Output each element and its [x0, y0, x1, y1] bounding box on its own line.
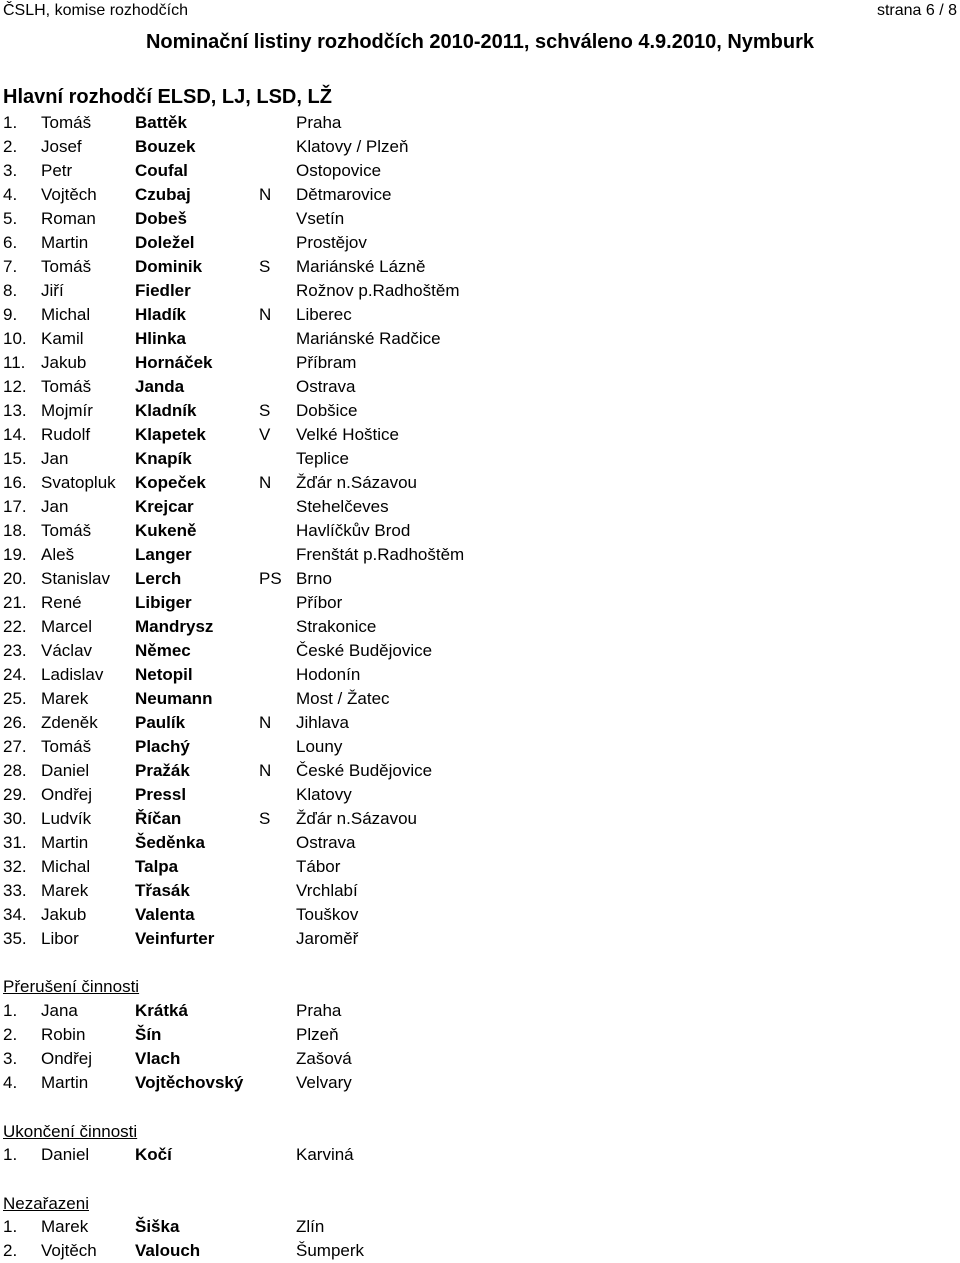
referee-row — [0, 687, 960, 711]
referee-number: 33. — [3, 881, 27, 900]
referee-first-name: Roman — [41, 209, 96, 228]
referee-city: Mariánské Lázně — [296, 257, 426, 276]
referee-number: 24. — [3, 665, 27, 684]
referee-last-name: Lerch — [135, 569, 182, 588]
referee-last-name: Klapetek — [135, 425, 206, 444]
document-title: Nominační listiny rozhodčích 2010-2011, schváleno 4.9.2010, Nymburk — [145, 31, 815, 53]
referee-number: 34. — [3, 905, 27, 924]
referee-city: Karviná — [296, 1145, 354, 1164]
referee-number: 2. — [3, 1025, 18, 1044]
referee-first-name: Tomáš — [41, 113, 92, 132]
referee-first-name: Vojtěch — [41, 185, 97, 204]
referee-row — [0, 375, 960, 399]
referee-last-name: Hladík — [135, 305, 187, 324]
referee-first-name: Marek — [41, 1217, 89, 1236]
referee-number: 3. — [3, 1049, 18, 1068]
referee-number: 3. — [3, 161, 18, 180]
referee-city: Zlín — [296, 1217, 325, 1236]
referee-city: Hodonín — [296, 665, 361, 684]
referee-first-name: Libor — [41, 929, 79, 948]
referee-row — [0, 567, 960, 591]
referee-city: Frenštát p.Radhoštěm — [296, 545, 465, 564]
referee-row — [0, 927, 960, 951]
referee-city: Vrchlabí — [296, 881, 358, 900]
paused-section-heading: Přerušení činnosti — [3, 977, 140, 996]
referee-last-name: Valouch — [135, 1241, 201, 1260]
referee-number: 29. — [3, 785, 27, 804]
referee-last-name: Netopil — [135, 665, 193, 684]
referee-city: Žďár n.Sázavou — [296, 809, 418, 828]
referee-row — [0, 879, 960, 903]
referee-first-name: Petr — [41, 161, 73, 180]
referee-row — [0, 831, 960, 855]
referee-first-name: Marcel — [41, 617, 93, 636]
referee-row — [0, 351, 960, 375]
referee-last-name: Pražák — [135, 761, 190, 780]
referee-number: 8. — [3, 281, 18, 300]
referee-number: 18. — [3, 521, 27, 540]
referee-last-name: Kladník — [135, 401, 197, 420]
referee-last-name: Janda — [135, 377, 185, 396]
referee-first-name: Daniel — [41, 761, 90, 780]
referee-city: Brno — [296, 569, 332, 588]
referee-first-name: Ondřej — [41, 1049, 93, 1068]
referee-number: 19. — [3, 545, 27, 564]
referee-last-name: Šeděnka — [135, 833, 205, 852]
referee-last-name: Třasák — [135, 881, 190, 900]
referee-last-name: Libiger — [135, 593, 192, 612]
referee-city: Louny — [296, 737, 343, 756]
referee-last-name: Langer — [135, 545, 192, 564]
referee-last-name: Talpa — [135, 857, 179, 876]
referee-row — [0, 111, 960, 135]
referee-city: Ostrava — [296, 833, 356, 852]
referee-row — [0, 1023, 960, 1047]
referee-flag: V — [259, 425, 271, 444]
referee-last-name: Coufal — [135, 161, 188, 180]
referee-first-name: Stanislav — [41, 569, 110, 588]
referee-city: Šumperk — [296, 1241, 365, 1260]
referee-last-name: Knapík — [135, 449, 192, 468]
referee-flag: S — [259, 809, 271, 828]
referee-last-name: Šín — [135, 1025, 162, 1044]
referee-row — [0, 615, 960, 639]
referee-number: 1. — [3, 1001, 18, 1020]
referee-first-name: Jiří — [41, 281, 64, 300]
referee-city: Jaroměř — [296, 929, 359, 948]
ended-section-heading: Ukončení činnosti — [3, 1122, 138, 1141]
unassigned-section-heading: Nezařazeni — [3, 1194, 89, 1213]
referee-city: Stehelčeves — [296, 497, 389, 516]
referee-first-name: Jan — [41, 449, 69, 468]
referee-last-name: Šiška — [135, 1217, 180, 1236]
referee-row — [0, 279, 960, 303]
referee-first-name: Michal — [41, 305, 91, 324]
referee-city: Příbram — [296, 353, 357, 372]
referee-first-name: Michal — [41, 857, 91, 876]
referee-last-name: Neumann — [135, 689, 213, 708]
referee-last-name: Říčan — [135, 809, 182, 828]
referee-first-name: Tomáš — [41, 521, 92, 540]
referee-city: Praha — [296, 113, 342, 132]
referee-row — [0, 903, 960, 927]
referee-first-name: Josef — [41, 137, 82, 156]
referee-row — [0, 855, 960, 879]
referee-last-name: Bouzek — [135, 137, 196, 156]
referee-last-name: Němec — [135, 641, 191, 660]
referee-flag: S — [259, 257, 271, 276]
referee-number: 10. — [3, 329, 27, 348]
referee-first-name: Ondřej — [41, 785, 93, 804]
referee-last-name: Battěk — [135, 113, 187, 132]
referee-first-name: Ludvík — [41, 809, 92, 828]
referee-number: 11. — [3, 353, 26, 372]
referee-first-name: René — [41, 593, 82, 612]
referee-first-name: Jan — [41, 497, 69, 516]
referee-number: 6. — [3, 233, 18, 252]
header-page-number: strana 6 / 8 — [876, 2, 957, 19]
referee-last-name: Hlinka — [135, 329, 187, 348]
referee-first-name: Marek — [41, 689, 89, 708]
referee-number: 16. — [3, 473, 27, 492]
referee-number: 22. — [3, 617, 27, 636]
referee-row — [0, 207, 960, 231]
referee-city: České Budějovice — [296, 761, 433, 780]
referee-flag: N — [259, 473, 272, 492]
referee-first-name: Jakub — [41, 905, 87, 924]
referee-row — [0, 159, 960, 183]
referee-last-name: Valenta — [135, 905, 195, 924]
referee-city: Žďár n.Sázavou — [296, 473, 418, 492]
referee-number: 5. — [3, 209, 18, 228]
referee-row — [0, 759, 960, 783]
referee-number: 1. — [3, 113, 18, 132]
referee-first-name: Marek — [41, 881, 89, 900]
referee-row — [0, 735, 960, 759]
referee-city: Liberec — [296, 305, 352, 324]
referee-city: Ostopovice — [296, 161, 382, 180]
referee-row — [0, 447, 960, 471]
referee-number: 31. — [3, 833, 27, 852]
referee-last-name: Kočí — [135, 1145, 172, 1164]
referee-row — [0, 783, 960, 807]
referee-first-name: Daniel — [41, 1145, 90, 1164]
referee-number: 13. — [3, 401, 27, 420]
referee-first-name: Ladislav — [41, 665, 104, 684]
referee-row — [0, 1215, 960, 1239]
referee-first-name: Aleš — [41, 545, 75, 564]
referee-first-name: Tomáš — [41, 737, 92, 756]
referee-number: 1. — [3, 1145, 18, 1164]
referee-city: Teplice — [296, 449, 349, 468]
referee-city: Dobšice — [296, 401, 358, 420]
referee-last-name: Vojtěchovský — [135, 1073, 244, 1092]
referee-first-name: Martin — [41, 833, 89, 852]
main-section-heading: Hlavní rozhodčí ELSD, LJ, LSD, LŽ — [3, 86, 332, 108]
referee-row — [0, 1047, 960, 1071]
referee-last-name: Veinfurter — [135, 929, 215, 948]
referee-city: Touškov — [296, 905, 359, 924]
header-organization: ČSLH, komise rozhodčích — [3, 2, 188, 19]
referee-number: 26. — [3, 713, 27, 732]
referee-row — [0, 519, 960, 543]
referee-first-name: Zdeněk — [41, 713, 98, 732]
referee-row — [0, 423, 960, 447]
referee-row — [0, 807, 960, 831]
referee-last-name: Pressl — [135, 785, 187, 804]
referee-flag: N — [259, 185, 272, 204]
referee-last-name: Dobeš — [135, 209, 187, 228]
referee-number: 2. — [3, 1241, 18, 1260]
referee-city: Most / Žatec — [296, 689, 390, 708]
referee-city: České Budějovice — [296, 641, 433, 660]
referee-row — [0, 1071, 960, 1095]
referee-row — [0, 1143, 960, 1167]
referee-flag: PS — [259, 569, 282, 588]
referee-first-name: Jana — [41, 1001, 78, 1020]
referee-number: 21. — [3, 593, 27, 612]
referee-row — [0, 543, 960, 567]
referee-last-name: Hornáček — [135, 353, 213, 372]
referee-row — [0, 255, 960, 279]
referee-city: Klatovy — [296, 785, 352, 804]
referee-city: Praha — [296, 1001, 342, 1020]
referee-number: 15. — [3, 449, 27, 468]
referee-last-name: Kopeček — [135, 473, 206, 492]
referee-city: Rožnov p.Radhoštěm — [296, 281, 460, 300]
referee-number: 28. — [3, 761, 27, 780]
referee-last-name: Paulík — [135, 713, 186, 732]
referee-last-name: Dominik — [135, 257, 203, 276]
referee-number: 32. — [3, 857, 27, 876]
referee-number: 2. — [3, 137, 18, 156]
referee-first-name: Mojmír — [41, 401, 93, 420]
referee-city: Zašová — [296, 1049, 352, 1068]
referee-first-name: Robin — [41, 1025, 86, 1044]
referee-city: Havlíčkův Brod — [296, 521, 411, 540]
referee-last-name: Krátká — [135, 1001, 188, 1020]
referee-first-name: Svatopluk — [41, 473, 116, 492]
referee-first-name: Martin — [41, 1073, 89, 1092]
referee-flag: N — [259, 761, 272, 780]
referee-row — [0, 591, 960, 615]
referee-last-name: Mandrysz — [135, 617, 214, 636]
referee-city: Tábor — [296, 857, 341, 876]
referee-number: 1. — [3, 1217, 18, 1236]
referee-row — [0, 135, 960, 159]
referee-row — [0, 999, 960, 1023]
referee-city: Velvary — [296, 1073, 352, 1092]
referee-first-name: Martin — [41, 233, 89, 252]
referee-number: 25. — [3, 689, 27, 708]
referee-number: 30. — [3, 809, 27, 828]
referee-number: 27. — [3, 737, 27, 756]
referee-row — [0, 183, 960, 207]
referee-last-name: Fiedler — [135, 281, 191, 300]
referee-city: Klatovy / Plzeň — [296, 137, 409, 156]
referee-row — [0, 231, 960, 255]
referee-row — [0, 471, 960, 495]
referee-flag: S — [259, 401, 271, 420]
page-header — [3, 2, 957, 22]
referee-number: 4. — [3, 185, 18, 204]
referee-number: 9. — [3, 305, 18, 324]
referee-first-name: Vojtěch — [41, 1241, 97, 1260]
referee-number: 20. — [3, 569, 27, 588]
referee-row — [0, 303, 960, 327]
referee-last-name: Vlach — [135, 1049, 181, 1068]
referee-last-name: Czubaj — [135, 185, 191, 204]
referee-number: 35. — [3, 929, 27, 948]
referee-row — [0, 1239, 960, 1263]
referee-first-name: Rudolf — [41, 425, 91, 444]
referee-number: 23. — [3, 641, 27, 660]
referee-city: Velké Hoštice — [296, 425, 399, 444]
referee-city: Prostějov — [296, 233, 367, 252]
referee-city: Jihlava — [296, 713, 349, 732]
referee-first-name: Tomáš — [41, 377, 92, 396]
referee-last-name: Kukeně — [135, 521, 197, 540]
referee-flag: N — [259, 305, 272, 324]
referee-row — [0, 639, 960, 663]
referee-row — [0, 399, 960, 423]
referee-first-name: Kamil — [41, 329, 84, 348]
referee-last-name: Krejcar — [135, 497, 194, 516]
referee-last-name: Doležel — [135, 233, 195, 252]
referee-number: 17. — [3, 497, 27, 516]
referee-row — [0, 663, 960, 687]
referee-number: 7. — [3, 257, 18, 276]
referee-city: Příbor — [296, 593, 343, 612]
referee-city: Strakonice — [296, 617, 377, 636]
referee-row — [0, 327, 960, 351]
referee-city: Mariánské Radčice — [296, 329, 441, 348]
referee-first-name: Jakub — [41, 353, 87, 372]
referee-city: Vsetín — [296, 209, 345, 228]
referee-row — [0, 711, 960, 735]
referee-first-name: Václav — [41, 641, 93, 660]
referee-first-name: Tomáš — [41, 257, 92, 276]
referee-city: Dětmarovice — [296, 185, 392, 204]
referee-city: Ostrava — [296, 377, 356, 396]
referee-row — [0, 495, 960, 519]
referee-number: 14. — [3, 425, 27, 444]
referee-city: Plzeň — [296, 1025, 339, 1044]
referee-flag: N — [259, 713, 272, 732]
referee-number: 4. — [3, 1073, 18, 1092]
referee-number: 12. — [3, 377, 27, 396]
referee-last-name: Plachý — [135, 737, 190, 756]
